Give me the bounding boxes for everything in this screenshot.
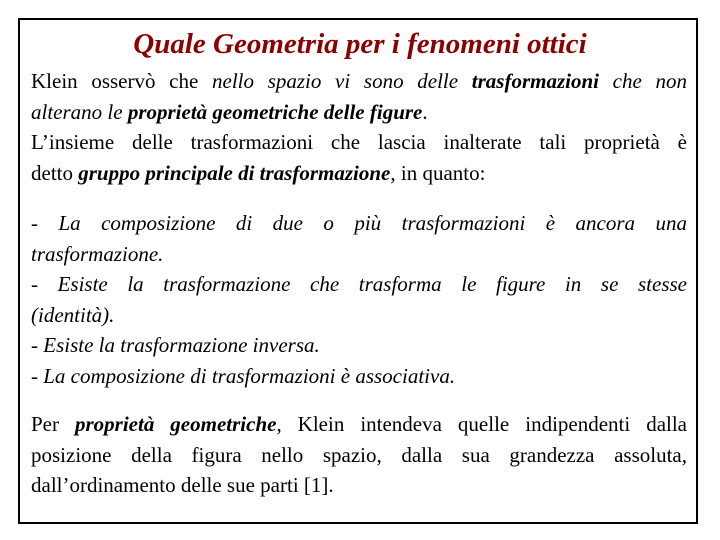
intro-italic-text: che non [598,69,687,93]
closing-paragraph [31,409,687,501]
closing-line-3: dall’ordinamento delle sue parti [1]. [31,473,334,497]
closing-text: Per [31,412,75,436]
property-line-1: - La composizione di due o più trasformazioni è ancora una [31,211,687,235]
intro-italic-text: nello spazio vi sono delle [212,69,472,93]
intro-italic-text: alterano le [31,99,128,124]
property-line-3: - Esiste la trasformazione che trasforma le figure in se stesse [31,272,687,296]
closing-line-1 [31,409,687,440]
properties-list [31,208,687,391]
property-line-6: - La composizione di trasformazioni è associativa. [31,363,456,388]
intro-term-gruppo: gruppo principale di trasformazione [78,160,391,185]
closing-text: , Klein intendeva quelle indipendenti dalla [276,412,688,436]
property-line-2: trasformazione. [31,241,164,266]
closing-line-2: posizione della figura nello spazio, dalla sua grandezza assoluta, [31,442,687,467]
intro-term-trasformazioni: trasformazioni [471,69,599,93]
intro-text: detto [31,160,79,185]
intro-paragraph [31,66,687,188]
closing-term-proprieta: proprietà geometriche [74,412,277,436]
property-line-5: - Esiste la trasformazione inversa. [31,333,320,357]
property-line-4: (identità). [31,302,115,327]
intro-term-proprieta: proprietà geometriche delle figure [127,99,423,124]
intro-line-4 [31,158,687,189]
intro-line-2 [31,97,687,128]
intro-text: , in quanto: [390,160,486,185]
intro-text: Klein osservò che [31,69,213,93]
slide-title: Quale Geometria per i fenomeni ottici [133,28,587,60]
intro-line-1 [31,66,687,97]
intro-line-3: L’insieme delle trasformazioni che lascia inalterate tali proprietà è [31,130,687,154]
intro-text: . [422,99,428,124]
